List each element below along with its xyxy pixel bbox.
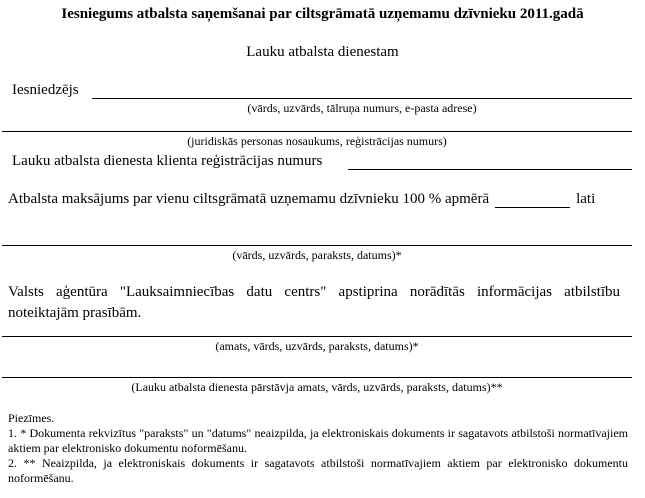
agency-confirmation-text: Valsts aģentūra "Lauksaimniecības datu centrs" apstiprina norādītās informācijas atbilstību noteiktajām prasībām. <box>8 284 620 321</box>
applicant-caption: (vārds, uzvārds, tālruņa numurs, e-pasta adrese) <box>247 101 477 115</box>
representative-caption: (Lauku atbalsta dienesta pārstāvja amats, vārds, uzvārds, paraksts, datums)** <box>131 380 503 394</box>
agency-signature-caption: (amats, vārds, uzvārds, paraksts, datums)* <box>215 339 419 353</box>
form-title: Iesniegums atbalsta saņemšanai par ciltsgrāmatā uzņemamu dzīvnieku 2011.gadā <box>61 6 584 22</box>
payment-amount-field[interactable] <box>495 193 570 208</box>
client-reg-input-line[interactable] <box>348 169 632 170</box>
recipient-office: Lauku atbalsta dienestam <box>246 44 399 60</box>
payment-label: Atbalsta maksājums par vienu ciltsgrāmatā uzņemamu dzīvnieku 100 % apmērā <box>8 191 490 207</box>
payment-line <box>8 191 595 208</box>
legal-entity-input-line[interactable] <box>2 131 632 132</box>
note-item: 2. ** Neaizpilda, ja elektroniskais dokuments ir sagatavots atbilstoši normatīvajiem aktiem par elektronisko dokumentu noformēšanu. <box>8 456 628 485</box>
representative-input-line[interactable] <box>2 377 632 378</box>
notes-section <box>8 411 628 486</box>
applicant-label: Iesniedzējs <box>12 82 79 98</box>
client-reg-label: Lauku atbalsta dienesta klienta reģistrācijas numurs <box>12 153 323 169</box>
signature-caption: (vārds, uzvārds, paraksts, datums)* <box>232 248 402 262</box>
agency-signature-input-line[interactable] <box>2 336 632 337</box>
applicant-input-line[interactable] <box>92 98 632 99</box>
payment-unit: lati <box>576 191 596 207</box>
notes-heading: Piezīmes. <box>8 411 55 425</box>
note-item: 1. * Dokumenta rekvizītus "paraksts" un "datums" neaizpilda, ja elektroniskais dokuments ir sagatavots atbilstoši normatīvajiem aktiem par elektronisko dokumentu noformēšanu. <box>8 426 628 455</box>
legal-entity-caption: (juridiskās personas nosaukums, reģistrācijas numurs) <box>187 134 447 148</box>
signature-input-line[interactable] <box>2 245 632 246</box>
